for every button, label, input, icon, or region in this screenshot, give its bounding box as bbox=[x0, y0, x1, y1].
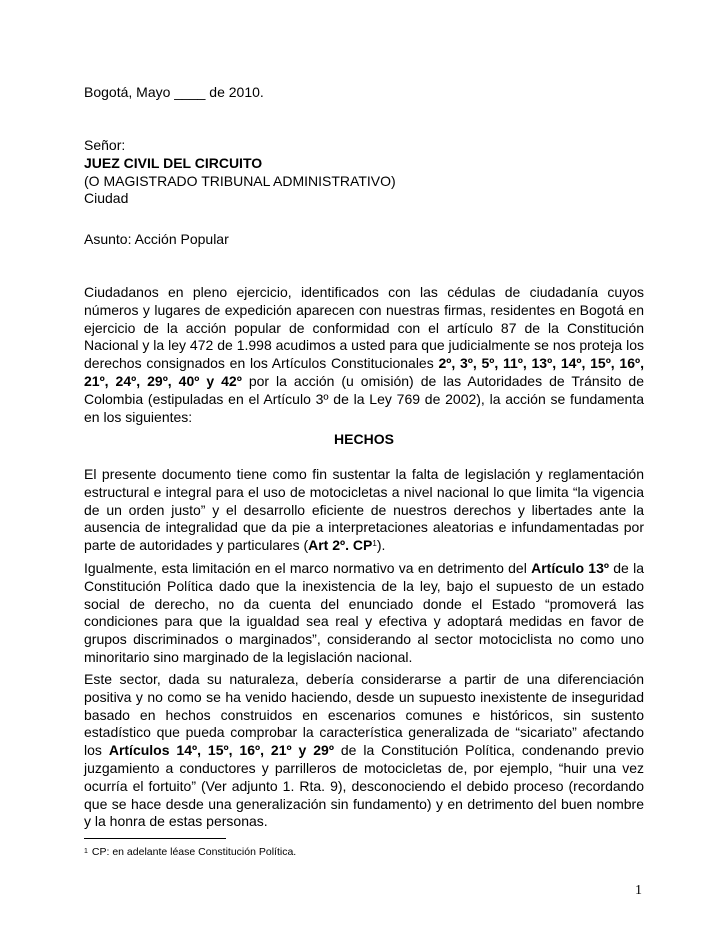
section-title: HECHOS bbox=[334, 431, 394, 447]
paragraph-2-text-1: Igualmente, esta limitación en el marco normativo va en detrimento del bbox=[84, 560, 532, 576]
footnote-mark: 1 bbox=[84, 848, 88, 855]
footnote-reference: 1 bbox=[372, 539, 377, 549]
addressee-block bbox=[84, 137, 644, 208]
intro-text-1: Ciudadanos en pleno ejercicio, identificados con las cédulas de ciudadanía cuyos números y lugares de expedición aparecen con nuestras firmas, residentes en Bogotá en ejercicio de la acción popular de conformidad con el artículo 87 de la Constitución Nacional y la ley 472 de 1.998 acudimos a usted para que judicialmente se nos proteja los derechos consignados en los Artículos Constitucionales bbox=[84, 284, 644, 372]
subject-line: Asunto: Acción Popular bbox=[84, 231, 229, 247]
paragraph-3-text-2: de la Constitución Política, condenando previo juzgamiento a conductores y parrilleros de motocicletas de, por ejemplo, “huir una vez ocurría el fortuito” (Ver adjunto 1. Rta. 9), desconociendo el debido proceso (recordando que se hace desde una generalización sin fundamento) y en detrimento del buen nombre y la honra de estas personas. bbox=[84, 742, 644, 830]
paragraph-2-text-2: de la Constitución Política dado que la inexistencia de la ley, bajo el supuesto de un estado social de derecho, no da cuenta del enunciado donde el Estado “promoverá las condiciones para que la igualdad sea real y efectiva y adoptará medidas en favor de grupos discriminados o marginados”, considerando al sector motociclista no como uno minoritario sino marginado de la legislación nacional. bbox=[84, 560, 645, 665]
paragraph-3 bbox=[84, 671, 644, 831]
intro-paragraph bbox=[84, 284, 644, 426]
footnote bbox=[84, 846, 296, 859]
paragraph-3-articles: Artículos 14º, 15º, 16º, 21º y 29º bbox=[108, 742, 334, 759]
addressee-judge: JUEZ CIVIL DEL CIRCUITO bbox=[84, 154, 263, 171]
footnote-divider bbox=[84, 838, 226, 839]
addressee-alternate: (O MAGISTRADO TRIBUNAL ADMINISTRATIVO) bbox=[84, 172, 396, 189]
paragraph-1-ref: Art 2º. CP bbox=[308, 537, 373, 554]
paragraph-2-article: Artículo 13º bbox=[531, 560, 609, 576]
paragraph-3-text-1: Este sector, dada su naturaleza, debería considerarse a partir de una diferenciación positiva y no como se ha venido haciendo, desde un supuesto inexistente de inseguridad basado en hechos construidos en escenarios comunes e históricos, sin sustento estadístico que pueda comprobar la característica generalizada de “sicariato” afectando los bbox=[84, 671, 644, 759]
place-date: Bogotá, Mayo ____ de 2010. bbox=[84, 84, 264, 100]
footnote-text: CP: en adelante léase Constitución Política. bbox=[91, 846, 297, 858]
intro-text-2: por la acción (u omisión) de las Autoridades de Tránsito de Colombia (estipuladas en el Artículo 3º de la Ley 769 de 2002), la acción se fundamenta en los siguientes: bbox=[84, 372, 644, 425]
salutation: Señor: bbox=[84, 137, 126, 153]
paragraph-1-text-2: ). bbox=[376, 537, 386, 554]
page-number: 1 bbox=[635, 883, 642, 898]
addressee-city: Ciudad bbox=[84, 190, 129, 207]
paragraph-1-text-1: El presente documento tiene como fin sustentar la falta de legislación y reglamentación estructural e integral para el uso de motocicletas a nivel nacional lo que limita “la vigencia de un orden justo” y el desarrollo eficiente de nuestros derechos y libertades ante la ausencia de integralidad que da pie a interpretaciones aleatorias e infundamentadas por parte de autoridades y particulares ( bbox=[84, 466, 644, 554]
paragraph-2 bbox=[84, 560, 644, 667]
intro-articles: 2º, 3º, 5º, 11º, 13º, 14º, 15º, 16º, 21º, 24º, 29º, 40º y 42º bbox=[84, 355, 644, 389]
paragraph-1 bbox=[84, 466, 644, 555]
